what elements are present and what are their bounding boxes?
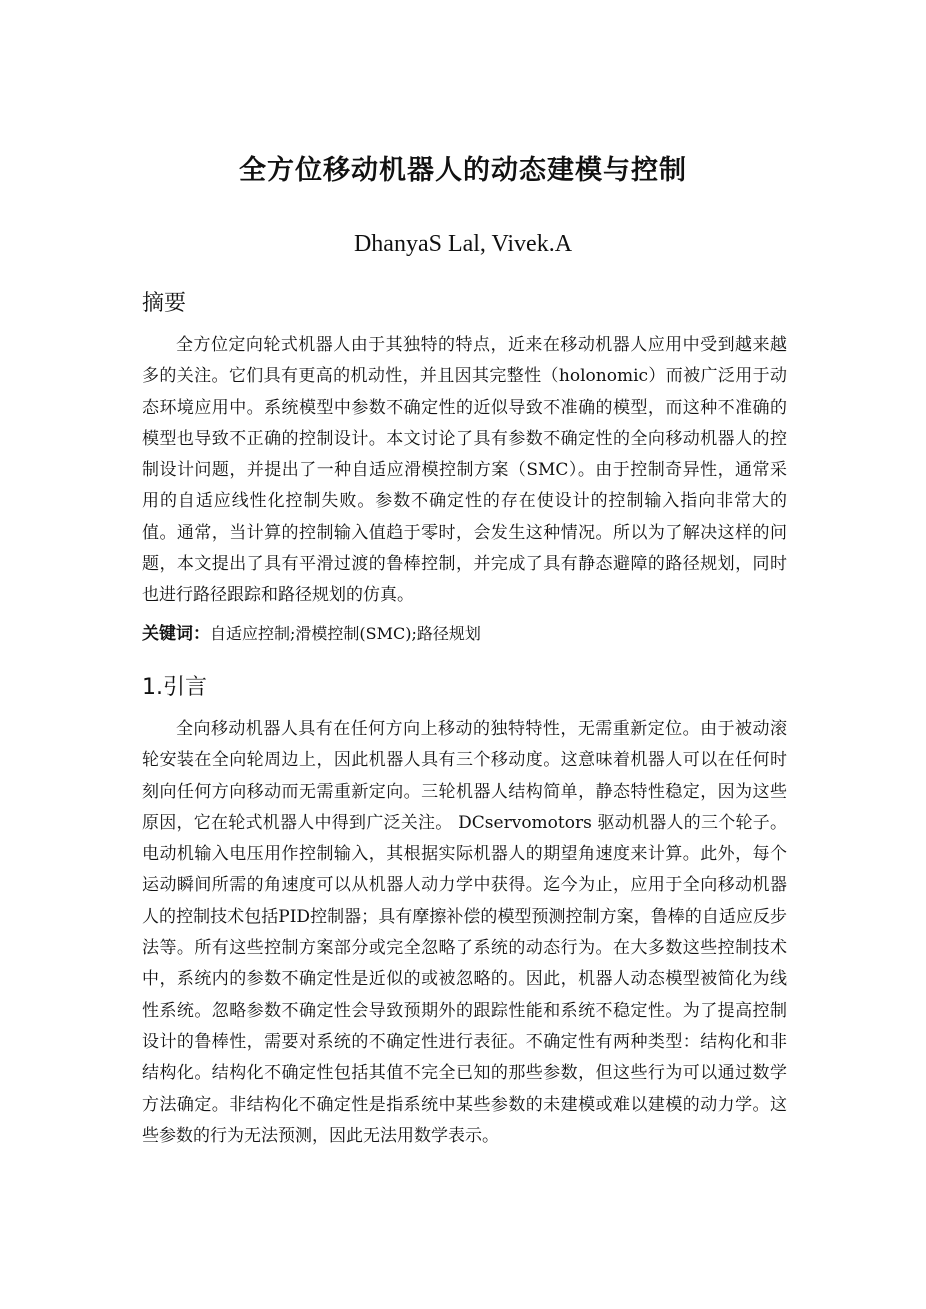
abstract-heading: 摘要 xyxy=(142,291,187,316)
keywords-text: 自适应控制;滑模控制(SMC);路径规划 xyxy=(210,624,481,643)
keywords-line xyxy=(142,620,787,648)
introduction-heading: 1.引言 xyxy=(142,675,207,700)
introduction-body: 全向移动机器人具有在任何方向上移动的独特特性，无需重新定位。由于被动滚轮安装在全向轮周边上，因此机器人具有三个移动度。这意味着机器人可以在任何时刻向任何方向移动而无需重新定向。三轮机器人结构简单，静态特性稳定，因为这些原因，它在轮式机器人中得到广泛关注。 DCservomotors 驱动机器人的三个轮子。电动机输入电压用作控制输入，其根据实际机器人的期望角速度来计算。此外，每个运动瞬间所需的角速度可以从机器人动力学中获得。迄今为止，应用于全向移动机器人的控制技术包括PID控制器；具有摩擦补偿的模型预测控制方案，鲁棒的自适应反步法等。所有这些控制方案部分或完全忽略了系统的动态行为。在大多数这些控制技术中，系统内的参数不确定性是近似的或被忽略的。因此，机器人动态模型被简化为线性系统。忽略参数不确定性会导致预期外的跟踪性能和系统不稳定性。为了提高控制设计的鲁棒性，需要对系统的不确定性进行表征。不确定性有两种类型：结构化和非结构化。结构化不确定性包括其值不完全已知的那些参数，但这些行为可以通过数学方法确定。非结构化不确定性是指系统中某些参数的未建模或难以建模的动力学。这些参数的行为无法预测，因此无法用数学表示。 xyxy=(142,719,787,1146)
abstract-body: 全方位定向轮式机器人由于其独特的特点，近来在移动机器人应用中受到越来越多的关注。它们具有更高的机动性，并且因其完整性（holonomic）而被广泛用于动态环境应用中。系统模型中参数不确定性的近似导致不准确的模型，而这种不准确的模型也导致不正确的控制设计。本文讨论了具有参数不确定性的全向移动机器人的控制设计问题，并提出了一种自适应滑模控制方案（SMC）。由于控制奇异性，通常采用的自适应线性化控制失败。参数不确定性的存在使设计的控制输入指向非常大的值。通常，当计算的控制输入值趋于零时，会发生这种情况。所以为了解决这样的问题，本文提出了具有平滑过渡的鲁棒控制，并完成了具有静态避障的路径规划，同时也进行路径跟踪和路径规划的仿真。 xyxy=(142,335,787,606)
paper-title: 全方位移动机器人的动态建模与控制 xyxy=(239,155,687,186)
paper-authors: DhanyaS Lal, Vivek.A xyxy=(353,231,573,257)
keywords-label: 关键词： xyxy=(142,624,210,644)
